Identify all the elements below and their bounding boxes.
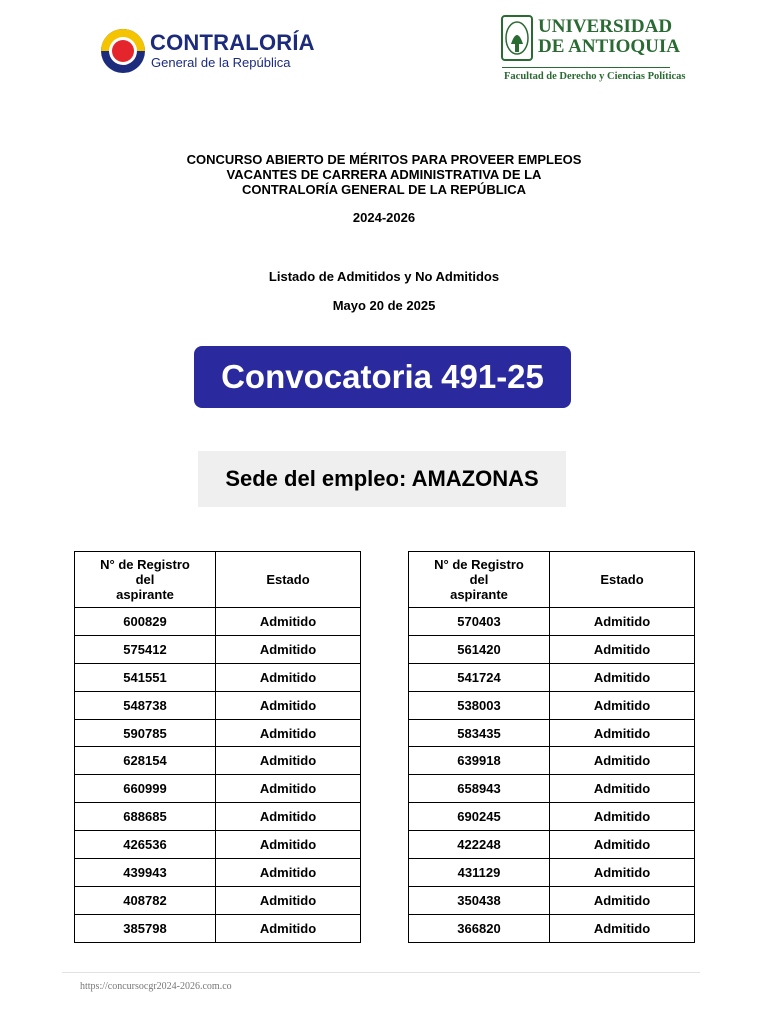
registro-cell: 660999 bbox=[75, 775, 216, 803]
table-row bbox=[409, 803, 695, 831]
udea-name-line2: DE ANTIOQUIA bbox=[538, 36, 680, 57]
title-line-3: CONTRALORÍA GENERAL DE LA REPÚBLICA bbox=[241, 182, 527, 197]
table-row bbox=[75, 859, 361, 887]
registro-cell: 385798 bbox=[75, 914, 216, 942]
registro-cell: 583435 bbox=[409, 719, 550, 747]
table-header-row bbox=[75, 552, 361, 608]
registro-cell: 541551 bbox=[75, 663, 216, 691]
registro-cell: 575412 bbox=[75, 635, 216, 663]
registro-header-line: del bbox=[135, 572, 155, 587]
registro-cell: 600829 bbox=[75, 608, 216, 636]
table-row bbox=[75, 663, 361, 691]
udea-logo bbox=[500, 12, 686, 87]
table-row bbox=[75, 691, 361, 719]
udea-seal-icon bbox=[500, 14, 534, 62]
table-row bbox=[409, 691, 695, 719]
table-row bbox=[75, 608, 361, 636]
estado-cell: Admitido bbox=[216, 608, 361, 636]
table-row bbox=[409, 914, 695, 942]
table-row bbox=[75, 719, 361, 747]
registro-cell: 590785 bbox=[75, 719, 216, 747]
registro-cell: 639918 bbox=[409, 747, 550, 775]
table-row bbox=[75, 635, 361, 663]
registro-header-line: aspirante bbox=[116, 587, 174, 602]
footer-divider bbox=[62, 972, 700, 973]
registro-cell: 439943 bbox=[75, 859, 216, 887]
estado-cell: Admitido bbox=[216, 914, 361, 942]
estado-cell: Admitido bbox=[550, 608, 695, 636]
registro-table-left bbox=[74, 551, 361, 943]
registro-cell: 541724 bbox=[409, 663, 550, 691]
listing-title: Listado de Admitidos y No Admitidos bbox=[268, 269, 500, 284]
registro-column-header bbox=[75, 552, 216, 608]
table-row bbox=[409, 663, 695, 691]
convocatoria-banner: Convocatoria 491-25 bbox=[194, 346, 571, 408]
registro-cell: 561420 bbox=[409, 635, 550, 663]
registro-table-right bbox=[408, 551, 695, 943]
estado-cell: Admitido bbox=[216, 886, 361, 914]
registro-column-header bbox=[409, 552, 550, 608]
udea-name-line1: UNIVERSIDAD bbox=[538, 16, 673, 37]
estado-column-header: Estado bbox=[550, 552, 695, 608]
estado-cell: Admitido bbox=[550, 663, 695, 691]
table-row bbox=[75, 914, 361, 942]
document-title bbox=[0, 152, 768, 197]
udea-divider bbox=[502, 67, 670, 68]
estado-cell: Admitido bbox=[550, 747, 695, 775]
estado-cell: Admitido bbox=[216, 635, 361, 663]
document-period: 2024-2026 bbox=[352, 210, 416, 225]
estado-cell: Admitido bbox=[550, 886, 695, 914]
contraloria-subtitle: General de la República bbox=[151, 55, 291, 70]
table-row bbox=[409, 719, 695, 747]
contraloria-name: CONTRALORÍA bbox=[150, 30, 315, 55]
estado-cell: Admitido bbox=[216, 691, 361, 719]
table-row bbox=[409, 831, 695, 859]
footer-url[interactable]: https://concursocgr2024-2026.com.co bbox=[80, 981, 232, 992]
registro-cell: 548738 bbox=[75, 691, 216, 719]
contraloria-emblem-icon bbox=[100, 22, 146, 80]
table-row bbox=[409, 859, 695, 887]
registro-cell: 408782 bbox=[75, 886, 216, 914]
estado-cell: Admitido bbox=[550, 775, 695, 803]
estado-cell: Admitido bbox=[216, 859, 361, 887]
registro-header-line: del bbox=[469, 572, 489, 587]
table-row bbox=[409, 635, 695, 663]
table-row bbox=[409, 747, 695, 775]
table-row bbox=[409, 775, 695, 803]
estado-cell: Admitido bbox=[216, 747, 361, 775]
table-row bbox=[75, 886, 361, 914]
registro-cell: 628154 bbox=[75, 747, 216, 775]
title-line-2: VACANTES DE CARRERA ADMINISTRATIVA DE LA bbox=[226, 167, 542, 182]
contraloria-logo bbox=[100, 22, 315, 82]
registro-header-line: N° de Registro bbox=[434, 557, 524, 572]
title-line-1: CONCURSO ABIERTO DE MÉRITOS PARA PROVEER EMPLEOS bbox=[186, 152, 582, 167]
registro-cell: 422248 bbox=[409, 831, 550, 859]
registro-cell: 688685 bbox=[75, 803, 216, 831]
registro-cell: 350438 bbox=[409, 886, 550, 914]
table-row bbox=[75, 803, 361, 831]
table-row bbox=[75, 775, 361, 803]
estado-cell: Admitido bbox=[216, 663, 361, 691]
table-row bbox=[75, 747, 361, 775]
sede-label: Sede del empleo: AMAZONAS bbox=[198, 451, 566, 507]
estado-cell: Admitido bbox=[550, 803, 695, 831]
listing-date: Mayo 20 de 2025 bbox=[332, 298, 436, 313]
table-row bbox=[75, 831, 361, 859]
estado-cell: Admitido bbox=[550, 859, 695, 887]
registro-header-line: aspirante bbox=[450, 587, 508, 602]
estado-cell: Admitido bbox=[216, 831, 361, 859]
estado-cell: Admitido bbox=[550, 635, 695, 663]
estado-cell: Admitido bbox=[550, 831, 695, 859]
registro-header-line: N° de Registro bbox=[100, 557, 190, 572]
registro-cell: 570403 bbox=[409, 608, 550, 636]
estado-cell: Admitido bbox=[550, 914, 695, 942]
registro-cell: 431129 bbox=[409, 859, 550, 887]
registro-cell: 426536 bbox=[75, 831, 216, 859]
estado-cell: Admitido bbox=[550, 691, 695, 719]
registro-cell: 538003 bbox=[409, 691, 550, 719]
registro-cell: 658943 bbox=[409, 775, 550, 803]
table-row bbox=[409, 608, 695, 636]
registro-cell: 366820 bbox=[409, 914, 550, 942]
estado-cell: Admitido bbox=[550, 719, 695, 747]
udea-name bbox=[538, 17, 680, 57]
estado-column-header: Estado bbox=[216, 552, 361, 608]
estado-cell: Admitido bbox=[216, 775, 361, 803]
estado-cell: Admitido bbox=[216, 803, 361, 831]
registro-cell: 690245 bbox=[409, 803, 550, 831]
table-header-row bbox=[409, 552, 695, 608]
udea-faculty: Facultad de Derecho y Ciencias Políticas bbox=[504, 71, 686, 82]
table-row bbox=[409, 886, 695, 914]
estado-cell: Admitido bbox=[216, 719, 361, 747]
